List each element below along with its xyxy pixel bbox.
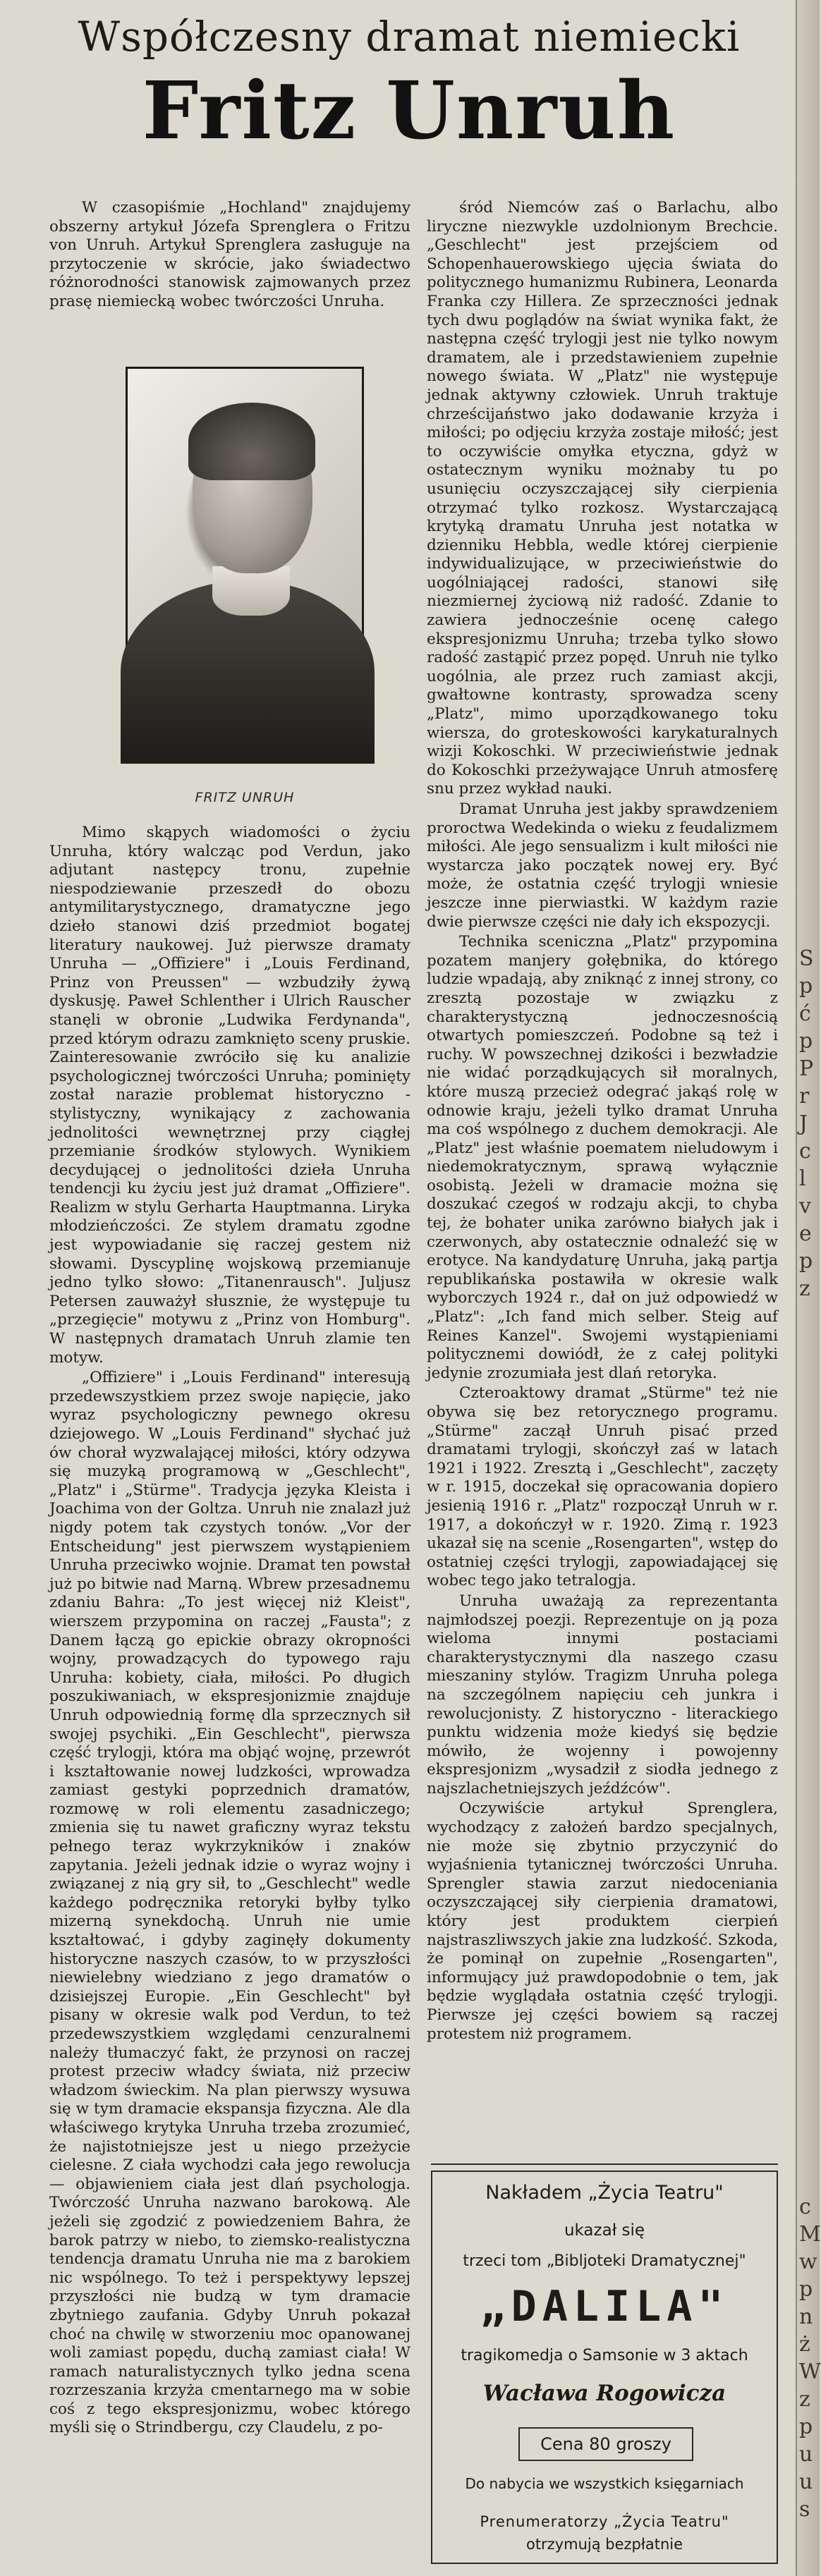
edge-letter: z bbox=[799, 2387, 810, 2412]
paragraph: „Offiziere" i „Louis Ferdinand" interesują przedewszystkiem przez swoje napięcie, jako wyraz psychologiczny pewnego okresu dziejowego. W „Louis Ferdinand" słychać już ów chorał wyzwalającej miłości, który odzywa się muzyką programową w „Geschlecht", „Platz" i „Stürme". Tradycja języka Kleista i Joachima von der Goltza. Unruh nie znalazł już nigdy potem tak czystych tonów. „Vor der Entscheidung" jest pierwszem wystąpieniem Unruha przeciwko wojnie. Dramat ten powstał już po bitwie nad Marną. Wbrew przesadnemu zdaniu Bahra: „To jest więcej niż Kleist", wierszem przypomina on raczej „Fausta"; z Danem łączą go epickie obrazy okropności wojny, prowadzących do typowego raju Unruha: kobiety, ciała, miłości. Po długich poszukiwaniach, w ekspresjonizmie znajduje Unruh odpowiednią formę dla sprzecznych sił swojej psychiki. „Ein Geschlecht", pierwsza część trylogji, która ma objąć wojnę, przewrót i kształtowanie nowej ludzkości, wprowadza zamiast gestyki poprzednich dramatów, rozmowę w roli elementu zasadniczego; zmienia się tu nawet graficzny wyraz tekstu pełnego teraz wykrzykników i znaków zapytania. Jeżeli jednak idzie o wyraz wojny i związanej z nią gry sił, to „Geschlecht" wedle każdego podręcznika retoryki byłby tylko mizerną synekdochą. Unruh nie umie kształtować, i gdyby zaginęły dokumenty historyczne naszych czasów, to w przyszłości niewielebny wiedziano z jego dramatów o dzisiejszej Europie. „Ein Geschlecht" był pisany w okresie walk pod Verdun, to też przedewszystkiem względami cenzuralnemi należy tłumaczyć fakt, że przynosi on raczej protest przeciw władcy świata, niż przeciw władzom świeckim. Na plan pierwszy wysuwa się w tym dramacie ekspansja fizyczna. Ale dla właściwego krytyka Unruha trzeba zrozumieć, że najistotniejsze jest u niego przeżycie cielesne. Z ciała wychodzi cała jego rewolucja — objawieniem ciała jest dlań psychologja. Twórczość Unruha nazwano barokową. Ale jeżeli się zgodzić z powiedzeniem Bahra, że barok patrzy w niebo, to ziemsko-realistyczna tendencja dramatu Unruha nie ma z barokiem nic wspólnego. To też i perspektywy lepszej przyszłości nie budzą w tym dramacie zbytniego zaufania. Gdyby Unruh pokazał choć na chwilę w stworzeniu moc opanowanej woli zamiast popędu, duchą zamiast ciała! W ramach naturalistycznych tylko jedna scena rozrzeszania krzyża cmentarnego ma w sobie coś z tego ekspresjonizmu, wobec którego myśli się o Strindbergu, czy Claudelu, z po- bbox=[49, 1369, 410, 2437]
portrait-collar bbox=[212, 566, 290, 616]
paragraph: Dramat Unruha jest jakby sprawdzeniem proroctwa Wedekinda o wieku z feudalizmem miłości. Ale jego sensualizm i kult miłości nie wystarcza jako początek nowej ery. Być może, że ostatnia część trylogji wniesie jeszcze inne pierwiastki. W każdym razie dwie pierwsze części nie dały ich ekspozycji. bbox=[427, 800, 778, 931]
ad-publisher-line: Nakładem „Życia Teatru" bbox=[485, 2182, 724, 2204]
paragraph: Unruha uważają za reprezentanta najmłodszej poezji. Reprezentuje on ją poza wieloma innymi postaciami charakterystycznymi dla naszego czasu mieszaniny stylów. Tragizm Unruha polega na szczególnem napięciu ceh junkra i rewolucjonisty. Z historyczno - literackiego punktu widzenia może kiedyś się będzie mówiło, że wojenny i powojenny ekspresjonizm „wysadził z siodła jednego z najszlachetniejszych jeźdźców". bbox=[427, 1592, 778, 1797]
edge-letter: w bbox=[799, 2250, 817, 2274]
paragraph: Czteroaktowy dramat „Stürme" też nie obywa się bez retorycznego programu. „Stürme" zaczął Unruh pisać przed dramatami trylogji, skończył zaś w latach 1921 i 1922. Zresztą i „Geschlecht", zaczęty w r. 1915, doczekał się opracowania dopiero jesienią 1916 r. „Platz" rozpoczął Unruh w r. 1917, a dokończył w r. 1920. Zimą r. 1923 ukazał się na scenie „Rosengarten", wstęp do ostatniej części trylogji, zapowiadającej się wobec tego jako tetralogja. bbox=[427, 1384, 778, 1590]
left-column-body bbox=[49, 824, 410, 2439]
adjacent-column-fragment-top bbox=[799, 945, 817, 1302]
edge-letter: p bbox=[799, 974, 813, 999]
edge-letter: p bbox=[799, 2277, 813, 2302]
edge-letter: l bbox=[799, 1166, 806, 1191]
edge-letter: v bbox=[799, 1194, 811, 1219]
author-portrait-photo bbox=[126, 367, 364, 749]
ad-availability: Do nabycia we wszystkich księgarniach bbox=[465, 2475, 744, 2492]
edge-letter: c bbox=[799, 1139, 811, 1164]
adjacent-column-fragment-bottom bbox=[799, 2193, 821, 2523]
advertisement-box bbox=[431, 2171, 778, 2564]
edge-letter: n bbox=[799, 2305, 813, 2329]
ad-appeared-line: ukazał się bbox=[564, 2221, 645, 2240]
paragraph: W czasopiśmie „Hochland" znajdujemy obszerny artykuł Józefa Sprenglera o Fritzu von Unruh. Artykuł Sprenglera zasługuje na przytoczenie w skrócie, jako świadectwo różnorodności stanowisk zajmowanych przez prasę niemiecką wobec twórczości Unruha. bbox=[49, 199, 410, 310]
photo-caption: FRITZ UNRUH bbox=[195, 790, 295, 805]
ad-price-box: Cena 80 groszy bbox=[518, 2427, 693, 2461]
edge-letter: r bbox=[799, 1084, 810, 1109]
paragraph: śród Niemców zaś o Barlachu, albo liryczne niezwykle uzdolnionym Brechcie. „Geschlecht" jest przejściem od Schopenhauerowskiego ujęcia świata do politycznego humanizmu Rubinera, Leonarda Franka czy Hillera. Ze sprzeczności jednak tych dwu poglądów na świat wynika fakt, że następna część trylogji jest nie tylko nowym dramatem, ale i przedstawieniem zupełnie nowego świata. W „Platz" nie występuje jednak aktywny człowiek. Unruh traktuje chrześcijaństwo jako dodawanie krzyża i miłości; po odjęciu krzyża zostaje miłość; jest to oczywiście omyłka etyczna, gdyż w ostatecznym wyniku możnaby tu po usunięciu oczyszczającej siły cierpienia otrzymać tylko rozkosz. Wystarczającą krytyką dramatu Unruha jest notatka w dzienniku Hebbla, wedle której cierpienie indywidualizujące, w przeciwieństwie do uogólniającej radości, stanowi siłę niezmiernej życiową niż radość. Zdanie to zawiera jednocześnie ocenę całego ekspresjonizmu Unruha; trzeba tylko słowo radość zastąpić przez popęd. Unruh nie tylko uogólnia, ale przez ruch zamiast akcji, gwałtowne kontrasty, sprowadza sceny „Platz", mimo uporządkowanego toku wiersza, do groteskowości karykaturalnych wizji Kokoschki. W przeciwieństwie jednak do Kokoschki przeżywające Unruh atmosferę snu przez wykład nauki. bbox=[427, 199, 778, 798]
ad-genre-line: tragikomedja o Samsonie w 3 aktach bbox=[461, 2347, 748, 2364]
edge-letter: P bbox=[799, 1056, 814, 1081]
edge-letter: p bbox=[799, 1029, 813, 1054]
edge-letter: c bbox=[799, 2195, 811, 2219]
left-column-intro bbox=[49, 199, 410, 313]
edge-letter: ć bbox=[799, 1001, 811, 1026]
portrait-hair bbox=[188, 403, 315, 480]
edge-letter: p bbox=[799, 1249, 813, 1274]
edge-letter: u bbox=[799, 2442, 813, 2467]
paragraph: Oczywiście artykuł Sprenglera, wychodzący z założeń bardzo specjalnych, nie może się zbytnio przyczynić do wyjaśnienia tytanicznej twórczości Unruha. Sprengler stawia zarzut niedoceniania oczyszczającej siły cierpienia dramatowi, który jest produktem cierpień najstraszliwszych jakie zna ludzkość. Szkoda, że pominął on zupełnie „Rosengarten", informujący już prawdopodobnie o tem, jak będzie wyglądała ostatnia część trylogji. Pierwsze jej części bowiem są raczej protestem niż programem. bbox=[427, 1800, 778, 2043]
edge-letter: s bbox=[799, 2497, 810, 2522]
edge-letter: M bbox=[799, 2222, 821, 2247]
right-column-body bbox=[427, 199, 778, 2045]
edge-letter: ż bbox=[799, 2332, 810, 2357]
article-title: Fritz Unruh bbox=[142, 65, 676, 157]
edge-letter: u bbox=[799, 2470, 813, 2494]
ad-author: Wacława Rogowicza bbox=[482, 2381, 726, 2406]
advertisement-top-rule bbox=[431, 2163, 778, 2165]
ad-volume-line: trzeci tom „Bibljoteki Dramatycznej" bbox=[463, 2252, 746, 2270]
paragraph: Mimo skąpych wiadomości o życiu Unruha, który walcząc pod Verdun, jako adjutant następcy tronu, zupełnie niespodziewanie przeszedł do obozu antymilitarystycznego, dramatyczne jego dzieło stanowi dziś przedmiot bogatej literatury naukowej. Już pierwsze dramaty Unruha — „Offiziere" i „Louis Ferdinand, Prinz von Preussen" — wzbudziły żywą dyskusję. Paweł Schlenther i Ulrich Rauscher stanęli w obronie „Ludwika Ferdynanda", przed którym odrazu zamknięto sceny pruskie. Zainteresowanie zwróciło się ku analizie psychologicznej twórczości Unruha; pominięty został narazie problemat historyczno - stylistyczny, wynikający z zachowania jednolitości wewnętrznej przy ciągłej przemianie środków stylowych. Wynikiem decydującej o jednolitości dzieła Unruha tendencji ku życiu jest już dramat „Offiziere". Realizm w stylu Gerharta Hauptmanna. Liryka młodzieńczości. Ze stylem dramatu zgodne jest wypowiadanie się raczej gestem niż słowami. Dyscyplinę wojskową przemianuje jedno tylko słowo: „Titanenrausch". Juljusz Petersen zauważył słusznie, że występuje tu „przegięcie" motywu z „Prinz von Homburg". W następnych dramatach Unruh zlamie ten motyw. bbox=[49, 824, 410, 1367]
ad-free-line: otrzymują bezpłatnie bbox=[525, 2536, 683, 2553]
edge-letter: e bbox=[799, 1221, 812, 1246]
article-kicker: Współczesny dramat niemiecki bbox=[78, 13, 741, 61]
edge-letter: z bbox=[799, 1276, 810, 1301]
edge-letter: J bbox=[799, 1111, 808, 1136]
ad-book-title: „DALILA" bbox=[480, 2282, 729, 2331]
edge-letter: S bbox=[799, 946, 814, 971]
edge-letter: W bbox=[799, 2360, 821, 2384]
edge-letter: p bbox=[799, 2415, 813, 2439]
paragraph: Technika sceniczna „Platz" przypomina pozatem manjery gołębnika, do którego ludzie wpadają, aby zniknąć z innej strony, co zresztą pozostaje w związku z charakterystyczną jednoczesnością otwartych pomieszczeń. Podobne są też i ruchy. W powszechnej dzikości i bezwładzie nie widać porządkujących sił moralnych, które muszą przecież odegrać jakąś rolę w odnowie kraju, jeżeli tylko dramat Unruha ma coś wspólnego z duchem demokracji. Ale „Platz" jest właśnie poematem nieludowym i niedemokratycznym, sprawą wyłącznie osobistą. Jeżeli w dramacie można się doszukać czegoś w rodzaju akcji, to chyba tej, że bohater unika zarówno białych jak i czerwonych, aby ostatecznie odnaleźć się w erotyce. Na kandydaturę Unruha, jaką partja republikańska postawiła w okresie walk wyborczych 1924 r., dał on już odpowiedź w „Platz": „Ich fand mich selber. Steig auf Reines Kanzel". Swojemi wystąpieniami politycznemi dowiódł, że z całej polityki jedynie zrozumiała jest dlań retoryka. bbox=[427, 933, 778, 1382]
ad-subscribers-line: Prenumeratorzy „Życia Teatru" bbox=[480, 2513, 729, 2530]
